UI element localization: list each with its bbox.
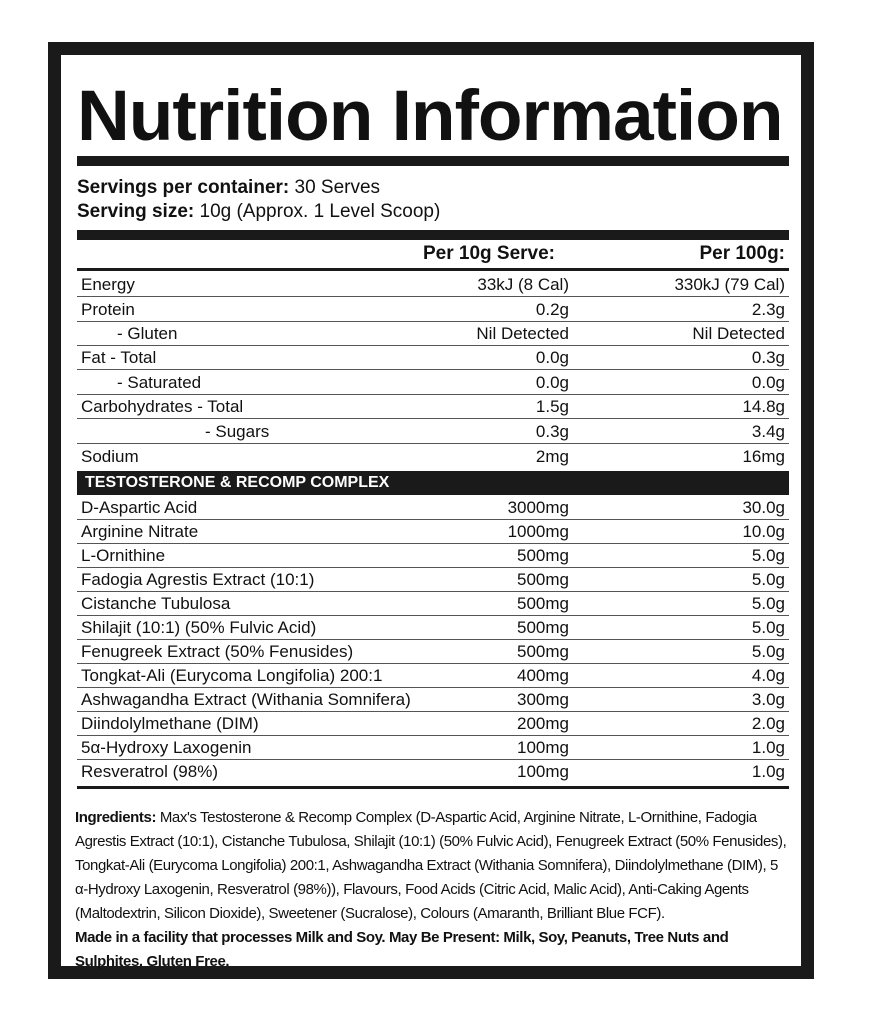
table-row [81,496,789,520]
row-per-serve: 300mg [517,690,569,709]
row-per-serve: 0.2g [535,300,569,319]
row-per-serve: 1000mg [507,522,569,541]
row-per-serve: 100mg [517,738,569,757]
row-per-100g: 10.0g [742,522,785,541]
table-row [81,760,789,784]
row-label: Fadogia Agrestis Extract (10:1) [81,570,315,589]
row-per-100g: 0.0g [751,373,785,392]
table-row [81,688,789,712]
row-label: Fenugreek Extract (50% Fenusides) [81,642,354,661]
servings-per-container-label: Servings per container: [77,177,290,198]
row-divider [77,418,789,419]
row-label: Fat - Total [81,348,157,367]
row-per-serve: 1.5g [535,397,569,416]
serving-size [77,200,440,224]
row-per-100g: 1.0g [751,738,785,757]
serving-size-value: 10g (Approx. 1 Level Scoop) [199,201,441,222]
row-per-100g: Nil Detected [692,324,785,343]
servings-per-container [77,176,380,200]
ingredients-line: α-Hydroxy Laxogenin, Resveratrol (98%)), Flavours, Food Acids (Citric Acid, Malic Acid), Anti-Caking Agents [75,881,749,898]
row-per-serve: 500mg [517,546,569,565]
row-label: Carbohydrates - Total [81,397,244,416]
row-per-100g: 30.0g [742,498,785,517]
table-row [81,420,789,444]
table-row [81,592,789,616]
servings-per-container-value: 30 Serves [294,177,381,198]
row-label: Shilajit (10:1) (50% Fulvic Acid) [81,618,317,637]
table-row [81,544,789,568]
row-label: - Sugars [205,422,270,441]
row-per-serve: 400mg [517,666,569,685]
row-label: Resveratrol (98%) [81,762,218,781]
table-row [81,346,789,370]
serving-size-label: Serving size: [77,201,195,222]
row-per-serve: 0.0g [535,373,569,392]
row-per-100g: 2.3g [751,300,785,319]
row-label: Tongkat-Ali (Eurycoma Longifolia) 200:1 [81,666,383,685]
row-per-serve: 3000mg [507,498,569,517]
table-row [81,712,789,736]
table-row [81,568,789,592]
ingredients-block [75,806,787,974]
complex-header-label: TESTOSTERONE & RECOMP COMPLEX [85,474,390,491]
row-per-100g: 4.0g [751,666,785,685]
row-label: 5α-Hydroxy Laxogenin [81,738,252,757]
row-label: Diindolylmethane (DIM) [81,714,259,733]
ingredients-label: Ingredients: [75,809,157,826]
allergen-statement: Sulphites. Gluten Free. [75,953,230,970]
table-row [81,298,789,322]
title-rule [77,156,789,166]
ingredients-line: (Maltodextrin, Silicon Dioxide), Sweetener (Sucralose), Colours (Amaranth, Brilliant Blue FCF). [75,905,665,922]
row-per-serve: 500mg [517,594,569,613]
row-label: Protein [81,300,135,319]
table-row [81,322,789,346]
row-per-100g: 5.0g [751,642,785,661]
row-label: D-Aspartic Acid [81,498,198,517]
row-per-100g: 3.0g [751,690,785,709]
complex-header [77,471,789,495]
ingredients-line: Tongkat-Ali (Eurycoma Longifolia) 200:1, Ashwagandha Extract (Withania Somnifera), Diindolylmethane (DIM), 5 [75,857,778,874]
table-row [81,445,789,469]
row-label: Cistanche Tubulosa [81,594,231,613]
row-per-serve: 500mg [517,570,569,589]
col-header-per-100g: Per 100g: [699,243,785,264]
row-per-100g: 2.0g [751,714,785,733]
row-divider [77,296,789,297]
row-per-serve: 2mg [535,447,569,466]
row-per-100g: 5.0g [751,618,785,637]
ingredients-line: Agrestis Extract (10:1), Cistanche Tubulosa, Shilajit (10:1) (50% Fulvic Acid), Fenugreek Extract (50% Fenusides), [75,833,787,850]
row-per-serve: 33kJ (8 Cal) [477,275,569,294]
servings-rule [77,230,789,240]
table-row [81,520,789,544]
row-per-100g: 5.0g [751,594,785,613]
table-bottom-rule [77,786,789,789]
row-per-serve: Nil Detected [476,324,569,343]
row-label: Energy [81,275,135,294]
row-label: Arginine Nitrate [81,522,199,541]
table-row [81,640,789,664]
table-row [81,273,789,297]
row-per-serve: 200mg [517,714,569,733]
row-per-serve: 0.3g [535,422,569,441]
col-header-per-serve: Per 10g Serve: [422,243,555,264]
row-per-100g: 14.8g [742,397,785,416]
row-label: - Gluten [117,324,178,343]
table-row [81,664,789,688]
row-label: - Saturated [117,373,202,392]
row-per-serve: 500mg [517,618,569,637]
row-per-100g: 5.0g [751,546,785,565]
allergen-statement: Made in a facility that processes Milk and Soy. May Be Present: Milk, Soy, Peanuts, Tree Nuts and [75,929,729,946]
row-label: L-Ornithine [81,546,166,565]
table-row [81,616,789,640]
row-per-100g: 1.0g [751,762,785,781]
ingredients-text: Max's Testosterone & Recomp Complex (D-Aspartic Acid, Arginine Nitrate, L-Ornithine, Fadogia [159,809,757,826]
table-row [81,395,789,419]
row-divider [77,369,789,370]
table-row [81,736,789,760]
row-per-100g: 5.0g [751,570,785,589]
ingredients-line [75,806,775,830]
row-per-100g: 16mg [742,447,785,466]
header-rule [77,268,789,271]
table-row [81,371,789,395]
nutrition-panel [48,42,814,979]
page-title: Nutrition Information [77,77,783,156]
row-per-serve: 0.0g [535,348,569,367]
row-per-100g: 3.4g [751,422,785,441]
row-divider [77,443,789,444]
row-per-100g: 0.3g [751,348,785,367]
row-label: Sodium [81,447,139,466]
row-per-serve: 500mg [517,642,569,661]
row-label: Ashwagandha Extract (Withania Somnifera) [81,690,411,709]
row-per-100g: 330kJ (79 Cal) [674,275,785,294]
row-per-serve: 100mg [517,762,569,781]
